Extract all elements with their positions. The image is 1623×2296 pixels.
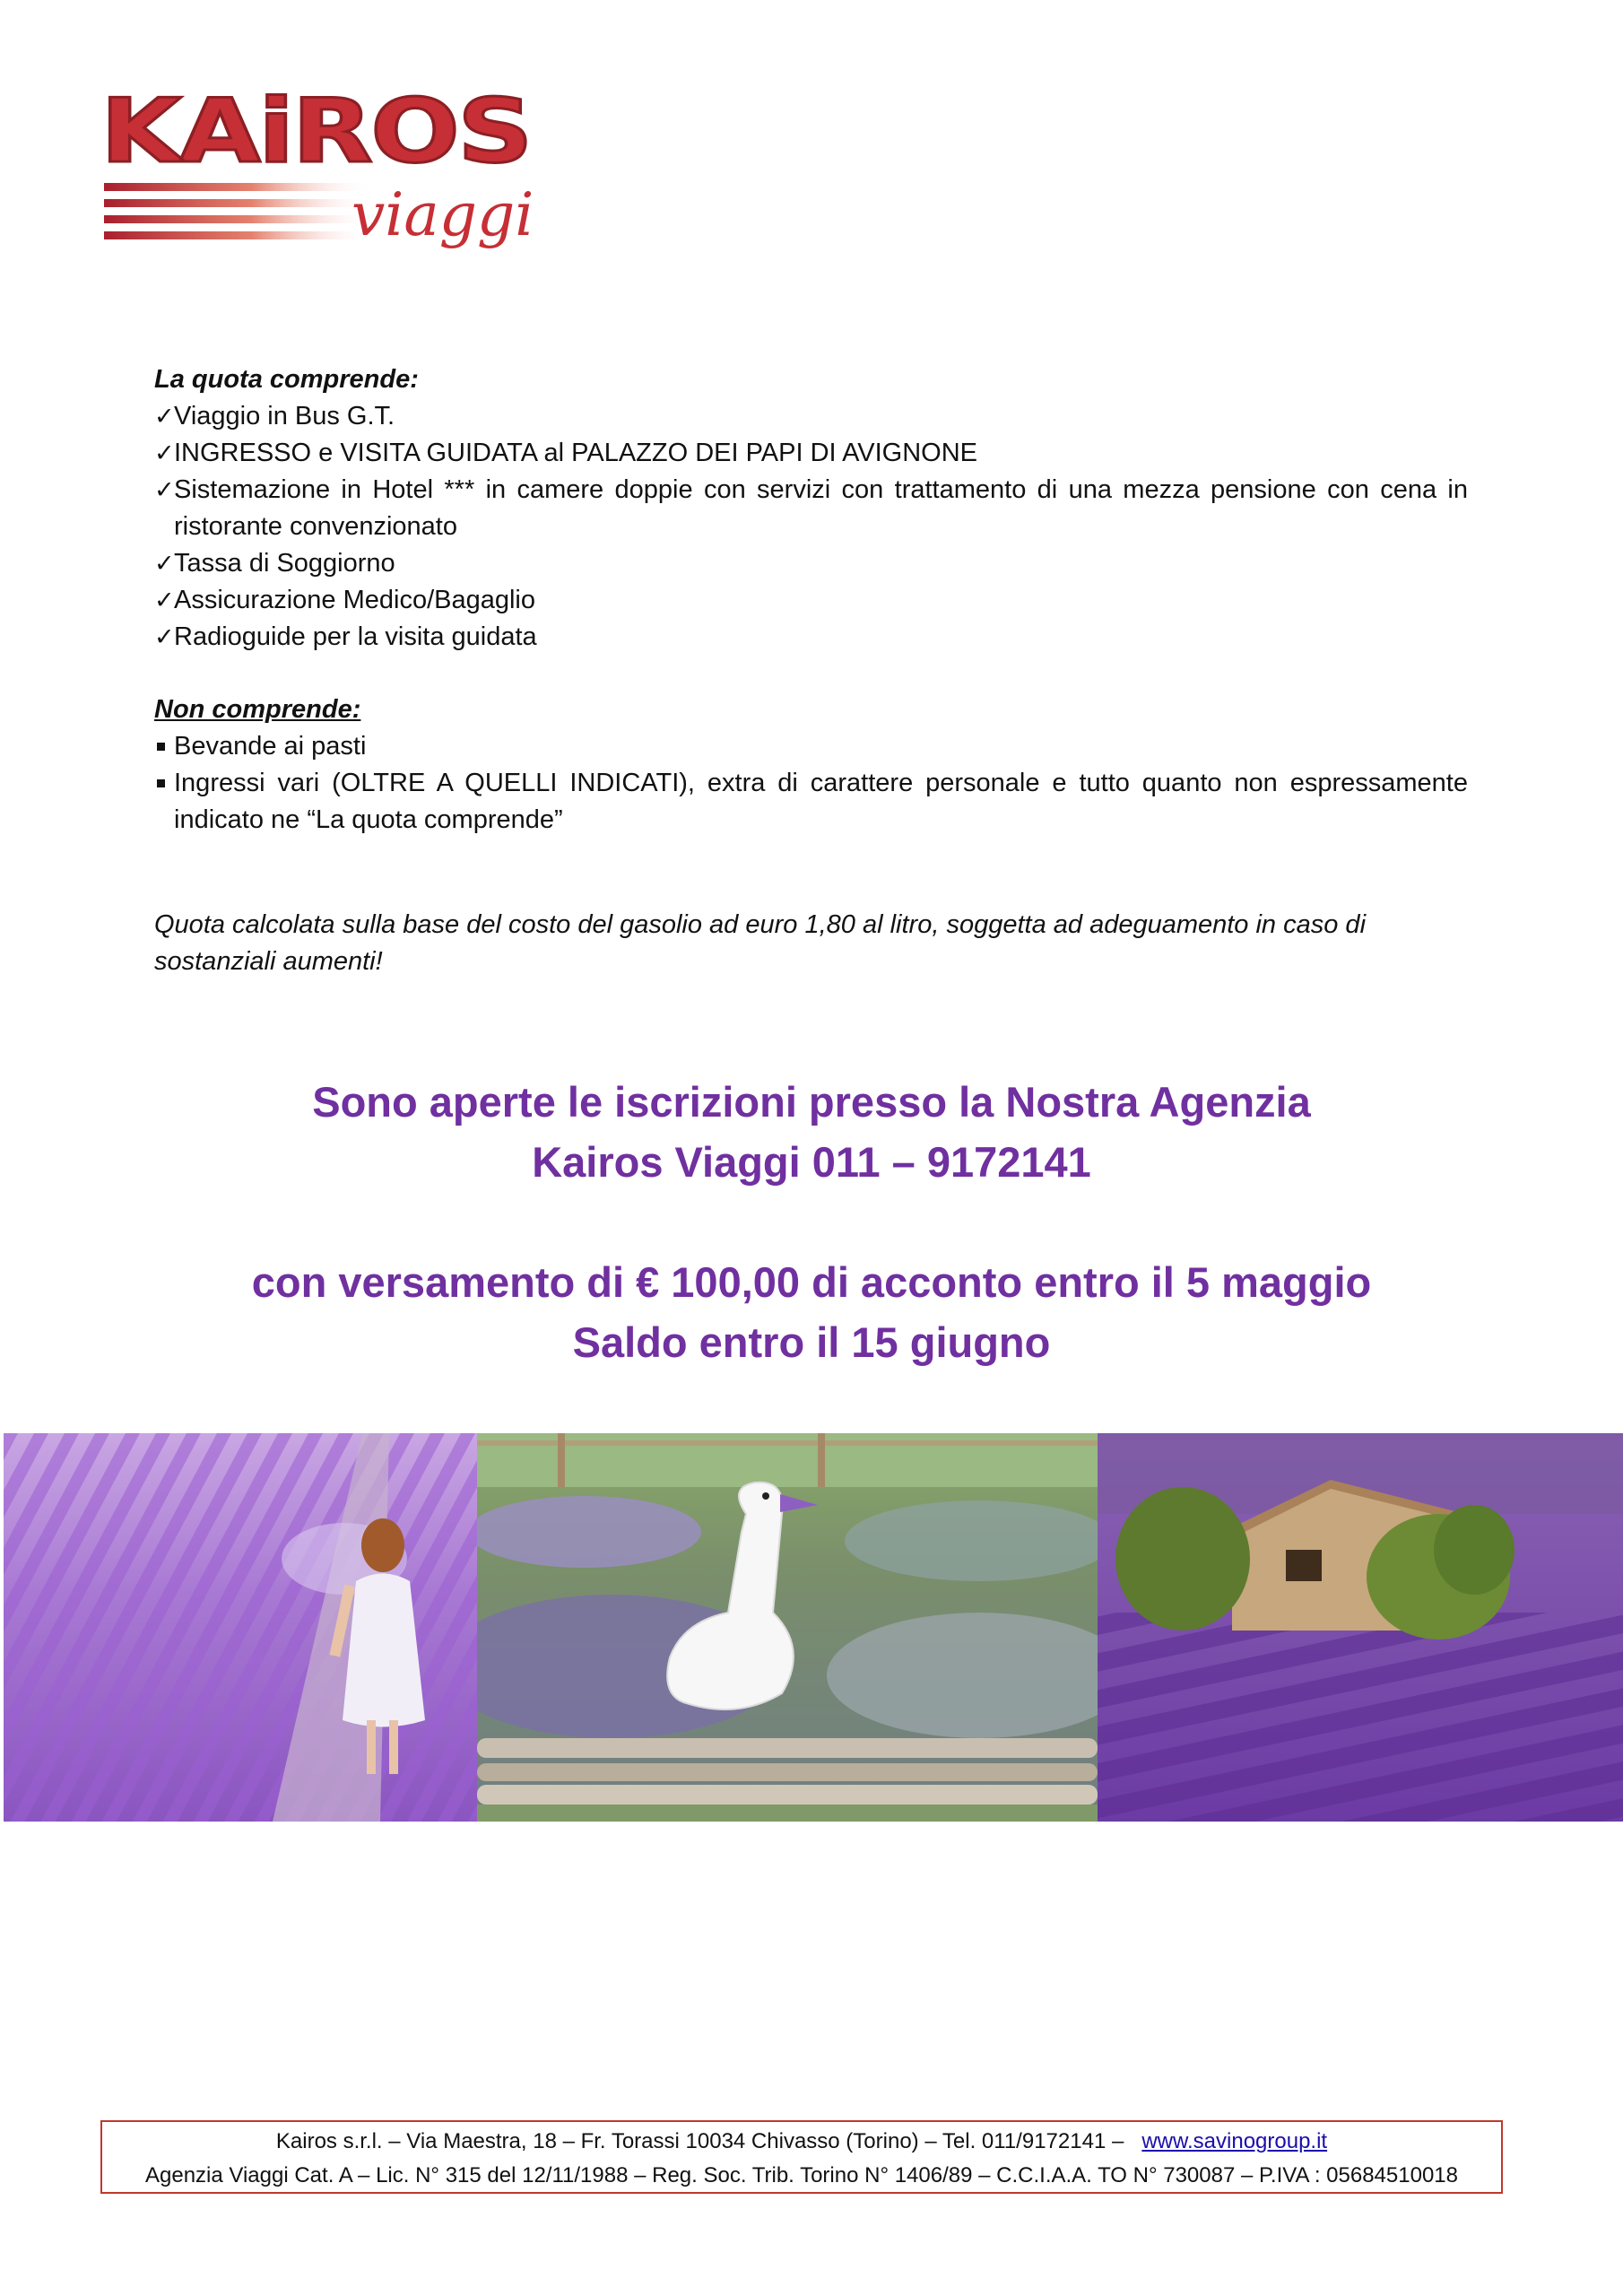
footer-address: Kairos s.r.l. – Via Maestra, 18 – Fr. Torassi 10034 Chivasso (Torino) – Tel. 011/9172141 – (275, 2129, 1124, 2153)
photo-girl-lavender (4, 1433, 477, 1822)
list-item: ✓ Viaggio in Bus G.T. (154, 398, 1468, 435)
footer-line-1 (102, 2125, 1501, 2159)
excludes-section (154, 691, 1468, 839)
cta-line-4: Saldo entro il 15 giugno (572, 1318, 1051, 1366)
list-item: ✓ Tassa di Soggiorno (154, 545, 1468, 582)
logo-script: viaggi (352, 180, 534, 249)
list-item: Bevande ai pasti (174, 732, 367, 761)
goose-garden-image (477, 1433, 1098, 1822)
logo-stripe (104, 199, 373, 207)
checkmark-icon: ✓ (154, 550, 175, 577)
cta-line-1: Sono aperte le iscrizioni presso la Nostra Agenzia (312, 1078, 1311, 1126)
checkmark-icon: ✓ (154, 587, 175, 613)
includes-list (154, 398, 1468, 656)
logo-wordmark: KAiROS (100, 83, 531, 183)
checkmark-icon: ✓ (154, 623, 175, 650)
checkmark-icon: ✓ (154, 403, 175, 430)
photo-strip (4, 1433, 1623, 1822)
logo-stripe (104, 183, 373, 191)
cta-line-3: con versamento di € 100,00 di acconto entro il 5 maggio (251, 1258, 1372, 1306)
fuel-note: Quota calcolata sulla base del costo del gasolio ad euro 1,80 al litro, soggetta ad adeguamento in caso di sostanziali aumenti! (154, 910, 1367, 976)
list-item: ✓ Radioguide per la visita guidata (154, 619, 1468, 656)
kairos-viaggi-logo (100, 83, 567, 280)
checkmark-icon: ✓ (154, 439, 175, 466)
checkmark-icon: ✓ (154, 476, 175, 503)
stone-house-image (1098, 1433, 1623, 1822)
list-item: Ingressi vari (OLTRE A QUELLI INDICATI), extra di carattere personale e tutto quanto non espressamente indicato ne “La quota comprende” (174, 769, 1468, 834)
girl-lavender-image (4, 1433, 477, 1822)
logo-stripe (104, 215, 373, 223)
photo-goose-garden (477, 1433, 1098, 1822)
includes-section (154, 361, 1468, 656)
footer-box (100, 2120, 1503, 2194)
logo-stripe (104, 231, 373, 239)
list-item: ✓ Assicurazione Medico/Bagaglio (154, 582, 1468, 619)
list-item: ✓ INGRESSO e VISITA GUIDATA al PALAZZO DEI PAPI DI AVIGNONE (154, 435, 1468, 472)
photo-stone-house (1098, 1433, 1623, 1822)
cta-line-2: Kairos Viaggi 011 – 9172141 (532, 1138, 1091, 1186)
footer-website-link[interactable]: www.savinogroup.it (1141, 2129, 1328, 2153)
excludes-title: Non comprende: (154, 695, 361, 724)
list-item: ✓ Sistemazione in Hotel *** in camere doppie con servizi con trattamento di una mezza pensione con cena in ristorante convenzionato (154, 472, 1468, 545)
includes-title: La quota comprende: (154, 365, 419, 394)
excludes-list (154, 728, 1468, 839)
footer-line-2: Agenzia Viaggi Cat. A – Lic. N° 315 del 12/11/1988 – Reg. Soc. Trib. Torino N° 1406/89 – C.C.I.A.A. TO N° 730087 – P.IVA : 05684510018 (145, 2163, 1458, 2187)
